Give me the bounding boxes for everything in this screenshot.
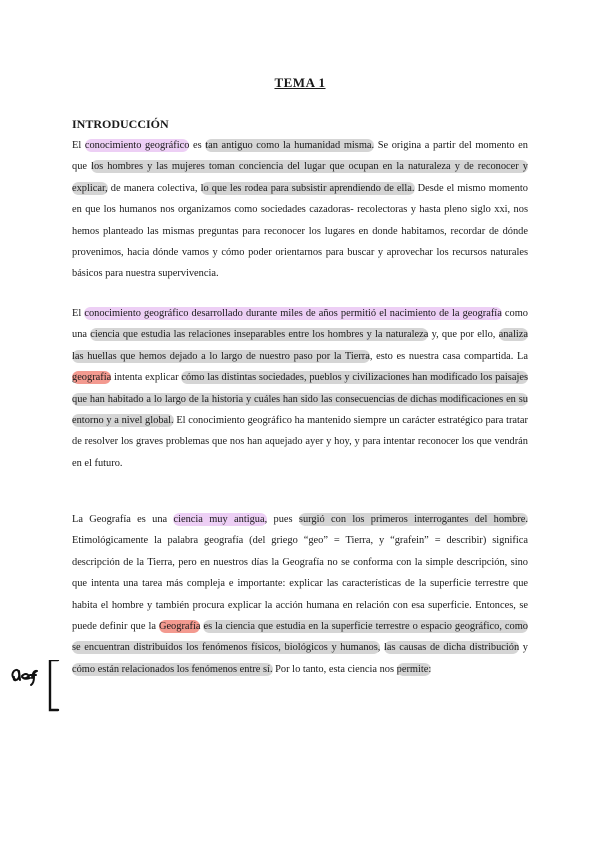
highlighted-text: conocimiento geográfico desarrollado durante miles de años permitió el nacimiento de la geografía [84,308,502,319]
text-run: Por lo tanto, esta ciencia nos [272,663,397,675]
text-run: como una [72,308,528,341]
highlighted-text: cómo están relacionados los fenómenos entre sí. [72,663,273,675]
highlighted-text: geografía [72,372,112,384]
paragraph-3 [72,509,528,680]
text-run: El [72,140,85,151]
text-run: de manera colectiva, [107,182,201,194]
text-run: El [72,308,85,319]
highlighted-text: las causas de dicha distribución [384,642,520,654]
highlighted-text: analiza las huellas que hemos dejado a lo largo de nuestro paso por la Tierra [72,329,529,362]
highlighted-text: lo que les rodea para subsistir aprendiendo de ella. [200,182,415,194]
text-run: , esto es nuestra casa compartida. La [369,350,528,362]
highlighted-text: permite: [396,663,432,675]
highlighted-text: es la ciencia que estudia en la superficie terrestre o espacio geográfico, como se encuentran distribuidos los fenómenos físicos, biológicos y humanos, [72,621,528,654]
text-run: Se origina a partir del momento en que [72,140,528,173]
margin-bracket [50,660,58,710]
page-title: TEMA 1 [274,75,326,90]
section-heading: INTRODUCCIÓN [72,117,169,131]
text-run: intenta explicar [111,372,182,384]
paragraph-1 [72,135,528,285]
text-run: y, que por ello, [428,329,499,341]
text-run: pues [267,514,299,525]
handwritten-def-annotation [8,660,68,720]
highlighted-text: Geografía [158,621,201,633]
text-run: y [519,642,528,654]
handwriting-strokes [12,670,37,685]
text-run: La Geografía es una [72,514,174,525]
text-run: El conocimiento geográfico ha mantenido siempre un carácter estratégico para tratar de resolver los graves problemas que nos han aquejado ayer y hoy, y para intentar reconocer los que vendrán en el futuro. [72,415,528,469]
highlighted-text: ciencia que estudia las relaciones inseparables entre los hombres y la naturaleza [90,329,429,341]
highlighted-text: ciencia muy antigua, [173,514,268,525]
highlighted-text: cómo las distintas sociedades, pueblos y civilizaciones han modificado los paisajes que han habitado a lo largo de la historia y cuáles han sido las consecuencias de dichas modificaciones en su entorno y a nivel global. [72,372,528,427]
text-run: es [189,140,206,151]
text-run: Desde el mismo momento en que los humanos nos organizamos como sociedades cazadoras- recolectoras y hasta pleno siglo xxi, nos hemos planteado las mismas preguntas para reconocer los lugares en donde habitamos, recordar de dónde provenimos, hacia dónde vamos y cómo poder orientarnos para buscar y aprovechar los recursos naturales básicos para nuestra supervivencia. [72,182,529,280]
highlighted-text: surgió con los primeros interrogantes del hombre. [298,514,528,525]
paragraph-2 [72,303,528,474]
text-run: Etimológicamente la palabra geografía (del griego “geo” = Tierra, y “grafein” = describir) significa descripción de la Tierra, pero en nuestros días la Geografía no se conforma con la simple descripción, sino que intenta una tarea más compleja e importante: explicar las características de la superficie terrestre que habita el hombre y también procura explicar la acción humana en relación con esa superficie. Entonces, se puede definir que la [72,535,528,633]
highlighted-text: conocimiento geográfico [84,140,190,151]
highlighted-text: los hombres y las mujeres toman conciencia del lugar que ocupan en la naturaleza y de reconocer y explicar, [72,161,528,194]
highlighted-text: tan antiguo como la humanidad misma. [205,140,375,151]
